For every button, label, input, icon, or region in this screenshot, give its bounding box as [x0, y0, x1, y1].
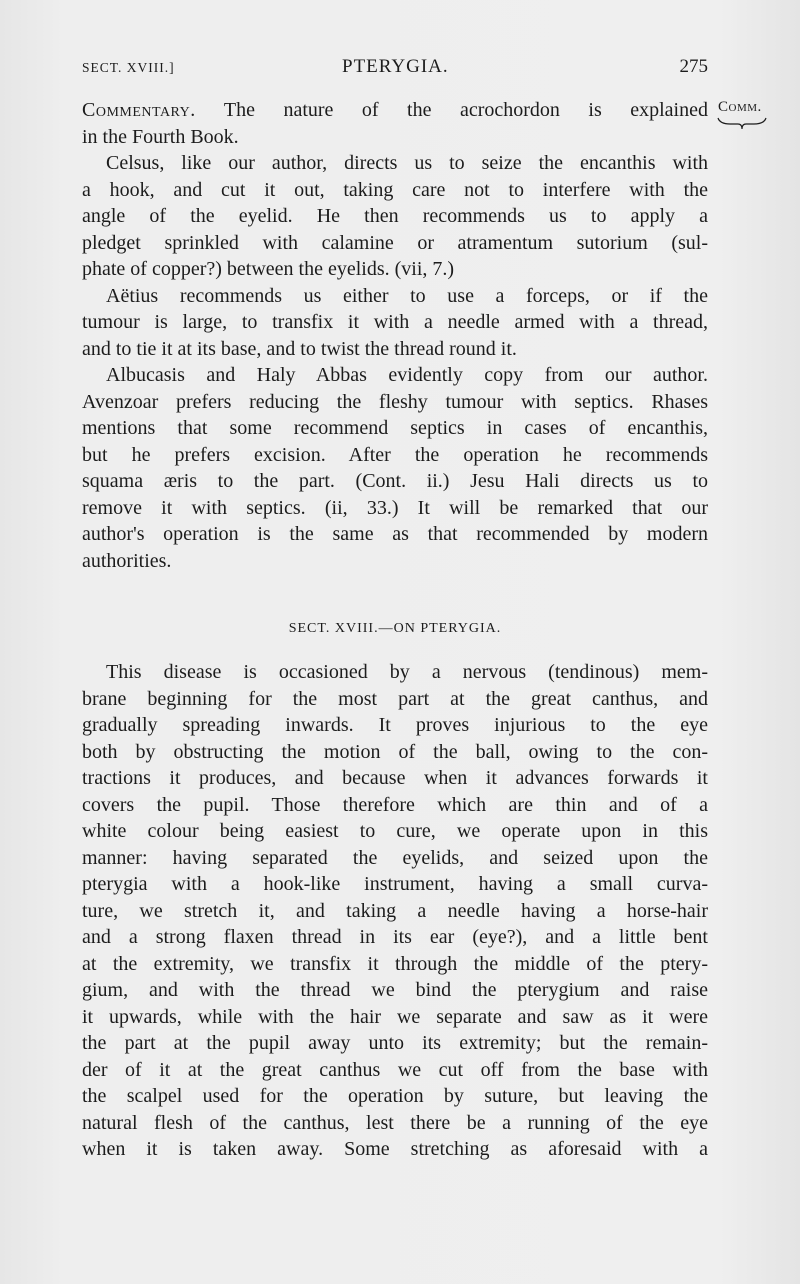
text-line: Commentary. The nature of the acrochordon is explained — [82, 99, 708, 121]
text-line: when it is taken away. Some stretching as aforesaid with a — [82, 1138, 708, 1160]
running-head-section: SECT. XVIII.] — [82, 60, 175, 75]
text-line: manner: having separated the eyelids, and seized upon the — [82, 846, 708, 869]
text-line: covers the pupil. Those therefore which are thin and of a — [82, 793, 708, 816]
section-body — [82, 659, 708, 1163]
text-line: phate of copper?) between the eyelids. (vii, 7.) — [82, 258, 455, 280]
commentary-paragraph-2 — [82, 150, 708, 283]
commentary-lead: Commentary. — [82, 99, 196, 121]
page-number: 275 — [679, 56, 708, 77]
margin-note: Comm. — [718, 99, 762, 115]
running-head-title: PTERYGIA. — [342, 56, 449, 77]
commentary-block — [82, 97, 708, 574]
text-line: in the Fourth Book. — [82, 125, 239, 148]
running-head — [82, 56, 708, 80]
text-line: Avenzoar prefers reducing the fleshy tumour with septics. Rhases — [82, 390, 708, 413]
text-line: natural flesh of the canthus, lest there be a running of the eye — [82, 1111, 708, 1134]
commentary-paragraph-1 — [82, 97, 708, 150]
text-line: Aëtius recommends us either to use a forceps, or if the — [106, 284, 708, 307]
text-line: white colour being easiest to cure, we operate upon in this — [82, 820, 708, 842]
text-line: but he prefers excision. After the operation he recommends — [82, 443, 708, 466]
text-line: author's operation is the same as that recommended by modern — [82, 523, 708, 545]
commentary-paragraph-3 — [82, 283, 708, 363]
text-line: brane beginning for the most part at the great canthus, and — [82, 687, 708, 710]
text-line: at the extremity, we transfix it through the middle of the ptery- — [82, 952, 708, 975]
text-line: This disease is occasioned by a nervous (tendinous) mem- — [106, 661, 708, 683]
text-line: tractions it produces, and because when it advances forwards it — [82, 767, 708, 789]
section-heading: SECT. XVIII.—ON PTERYGIA. — [288, 621, 502, 636]
text-line: Celsus, like our author, directs us to seize the encanthis with — [106, 152, 708, 174]
text-line: mentions that some recommend septics in cases of encanthis, — [82, 417, 708, 439]
text-line: and to tie it at its base, and to twist the thread round it. — [82, 337, 517, 360]
text-line: it upwards, while with the hair we separate and saw as it were — [82, 1005, 708, 1028]
margin-brace-icon — [716, 116, 768, 130]
text-line: pledget sprinkled with calamine or atramentum sutorium (sul- — [82, 231, 708, 254]
commentary-paragraph-4 — [82, 362, 708, 574]
text-line: gradually spreading inwards. It proves injurious to the eye — [82, 714, 708, 736]
text-line: the part at the pupil away unto its extremity; but the remain- — [82, 1032, 708, 1054]
text-line: pterygia with a hook-like instrument, having a small curva- — [82, 873, 708, 895]
text-line: angle of the eyelid. He then recommends us to apply a — [82, 205, 708, 227]
text-line: Albucasis and Haly Abbas evidently copy from our author. — [106, 364, 708, 386]
text-line: authorities. — [82, 549, 172, 572]
text-line: remove it with septics. (ii, 33.) It will be remarked that our — [82, 496, 708, 519]
text-line: squama æris to the part. (Cont. ii.) Jesu Hali directs us to — [82, 470, 708, 492]
text-line: a hook, and cut it out, taking care not to interfere with the — [82, 178, 708, 201]
text-line: the scalpel used for the operation by suture, but leaving the — [82, 1085, 708, 1107]
text-line: der of it at the great canthus we cut off from the base with — [82, 1058, 708, 1081]
text-line: both by obstructing the motion of the ball, owing to the con- — [82, 740, 708, 763]
text-line: gium, and with the thread we bind the pterygium and raise — [82, 979, 708, 1001]
text-line: tumour is large, to transfix it with a needle armed with a thread, — [82, 311, 708, 333]
text-line: and a strong flaxen thread in its ear (eye?), and a little bent — [82, 926, 708, 948]
text-line: ture, we stretch it, and taking a needle having a horse-hair — [82, 899, 708, 922]
